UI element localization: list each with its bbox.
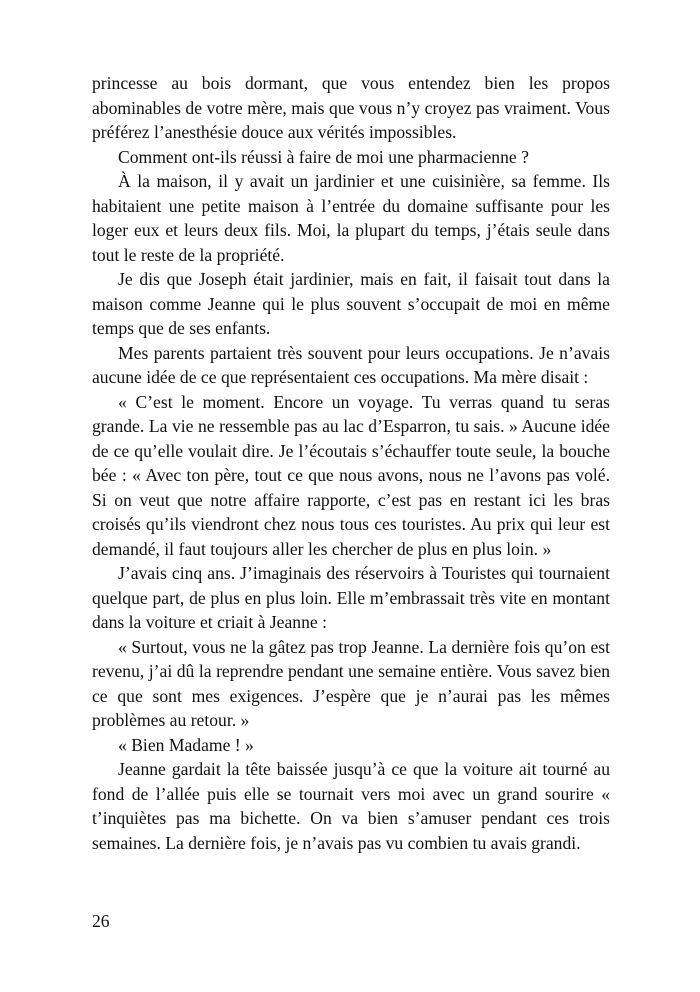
paragraph-9: « Bien Madame ! » [118,734,254,755]
page-number: 26 [92,911,110,931]
paragraph-2: Comment ont-ils réussi à faire de moi une pharmacienne ? [118,146,529,167]
paragraph-7: J’avais cinq ans. J’imaginais des réservoirs à Touristes qui tournaient quelque part, de plus en plus loin. Elle m’embrassait très vite en montant dans la voiture et criait à Jeanne : [92,563,610,632]
paragraph-5: Mes parents partaient très souvent pour leurs occupations. Je n’avais aucune idée de ce que représentaient ces occupations. Ma mère disait : [92,342,610,387]
paragraph-1: princesse au bois dormant, que vous entendez bien les propos abominables de votre mère, mais que vous n’y croyez pas vraiment. Vous préférez l’anesthésie douce aux vérités impossibles. [92,73,610,142]
paragraph-10: Jeanne gardait la tête baissée jusqu’à ce que la voiture ait tourné au fond de l’allée puis elle se tournait vers moi avec un grand sourire « t’inquiètes pas ma bichette. On va bien s’amuser pendant ces trois semaines. La dernière fois, je n’avais pas vu combien tu avais grandi. [92,759,610,853]
paragraph-3: À la maison, il y avait un jardinier et une cuisinière, sa femme. Ils habitaient une petite maison à l’entrée du domaine suffisante pour les loger eux et leurs deux fils. Moi, la plupart du temps, j’étais seule dans tout le reste de la propriété. [92,171,610,265]
paragraph-4: Je dis que Joseph était jardinier, mais en fait, il faisait tout dans la maison comme Jeanne qui le plus souvent s’occupait de moi en même temps que de ses enfants. [92,269,610,338]
paragraph-8: « Surtout, vous ne la gâtez pas trop Jeanne. La dernière fois qu’on est revenu, j’ai dû la reprendre pendant une semaine entière. Vous savez bien ce que sont mes exigences. J’espère que je n’aurai pas les mêmes problèmes au retour. » [92,636,610,730]
paragraph-6: « C’est le moment. Encore un voyage. Tu verras quand tu seras grande. La vie ne ressemble pas au lac d’Esparron, tu sais. » Aucune idée de ce qu’elle voulait dire. Je l’écoutais s’échauffer toute seule, la bouche bée : « Avec ton père, tout ce que nous avons, nous ne l’avons pas volé. Si on veut que notre affaire rapporte, c’est pas en restant ici les bras croisés qu’ils viendront chez nous tous ces touristes. Au prix qui leur est demandé, il faut toujours aller les chercher de plus en plus loin. » [92,391,610,559]
page-body [92,71,610,855]
